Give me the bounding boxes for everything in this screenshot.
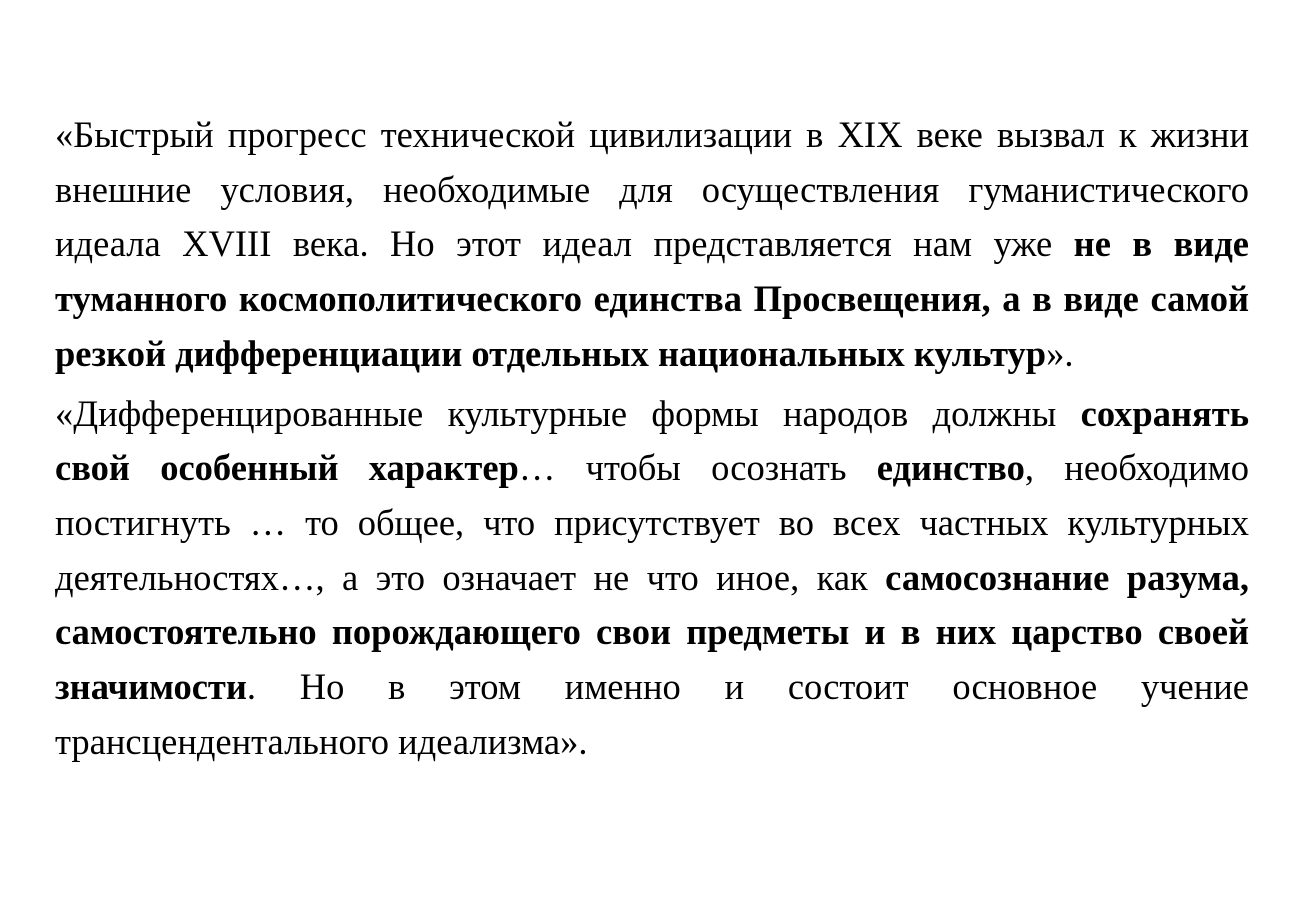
text-segment: . Но в этом именно и состоит основное учение трансцендентального идеализма».: [55, 666, 1249, 762]
bold-text-segment: самосознание разума, самостоятельно порождающего свои предметы и в них царство своей значимости: [55, 556, 1249, 708]
bold-text-segment: не в виде туманного космополитического единства Просвещения, а в виде самой резкой дифференциации отдельных национальных культур: [55, 223, 1249, 374]
document-body: [55, 108, 1249, 769]
paragraph-1: [55, 108, 1249, 382]
text-segment: … чтобы осознать: [518, 447, 877, 489]
text-segment: «Быстрый прогресс технической цивилизации в XIX веке вызвал к жизни внешние условия, необходимые для осуществления гуманистического идеала XVIII века. Но этот идеал представляется нам уже: [55, 114, 1249, 265]
text-segment: ».: [1046, 332, 1074, 374]
paragraph-2: [55, 387, 1249, 770]
text-segment: , необходимо постигнуть … то общее, что присутствует во всех частных культурных деятельностях…, а это означает не что иное, как: [55, 447, 1249, 598]
bold-text-segment: сохранять свой особенный характер: [55, 392, 1249, 489]
bold-text-segment: единство: [876, 447, 1025, 489]
text-segment: «Дифференцированные культурные формы народов должны: [55, 392, 1081, 434]
